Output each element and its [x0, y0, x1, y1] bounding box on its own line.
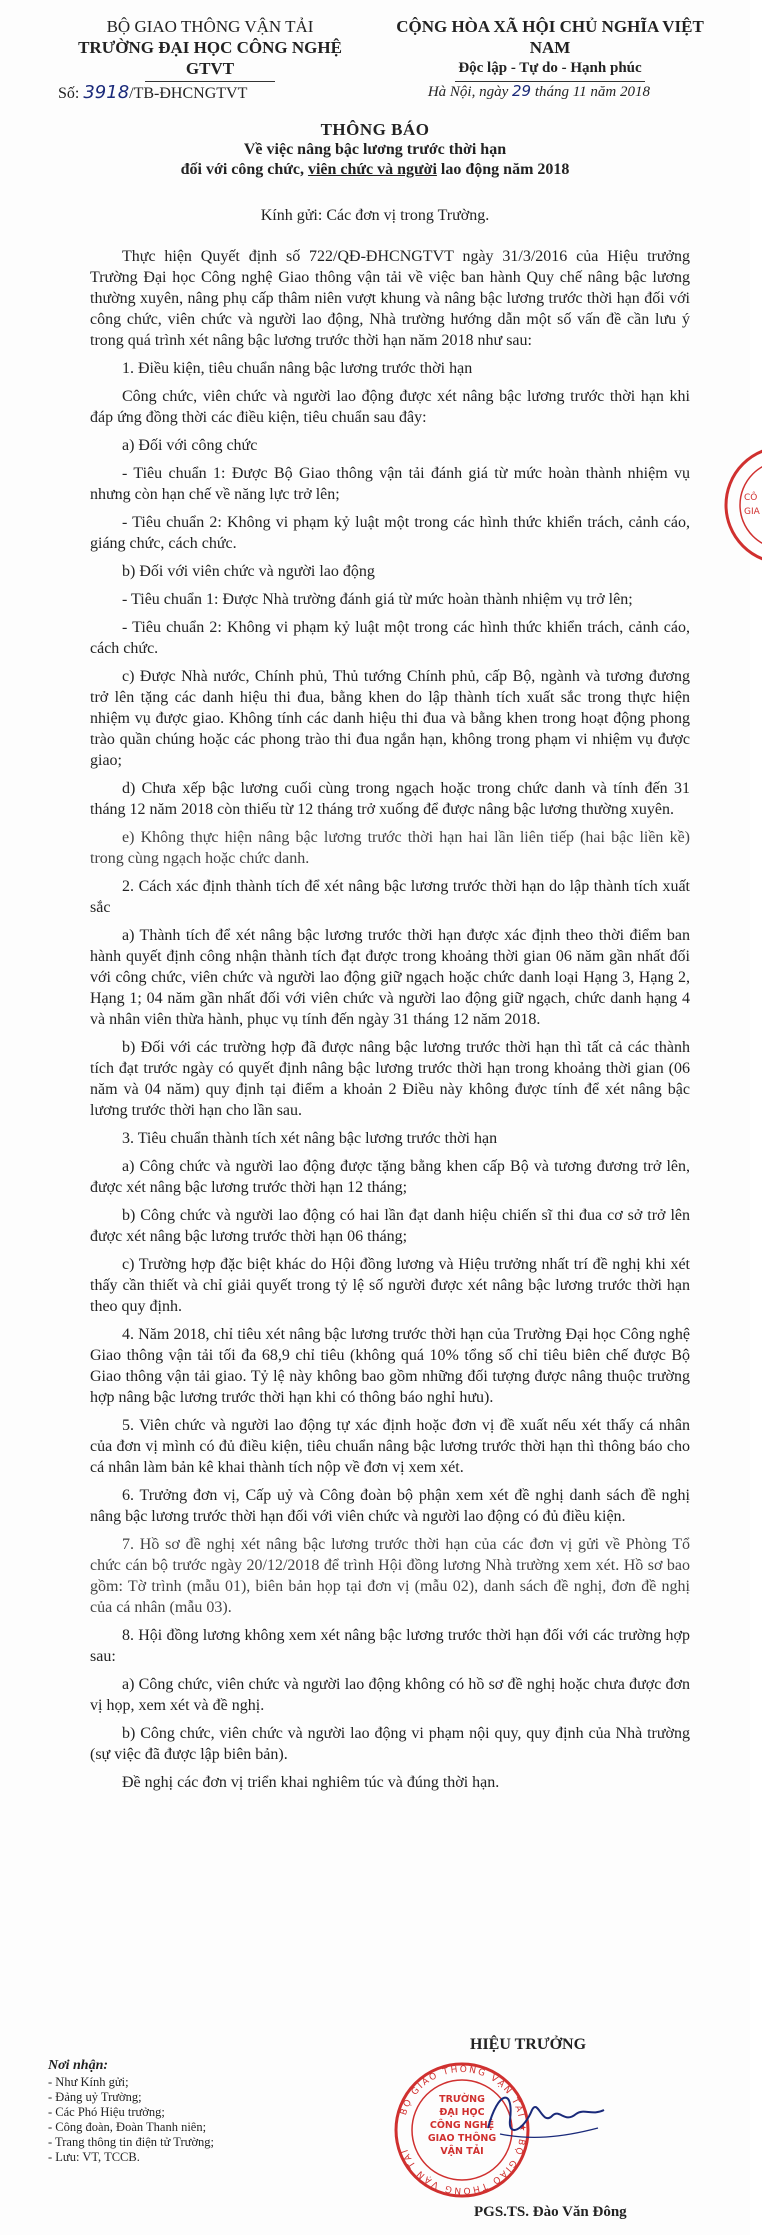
title-line-1: Về việc nâng bậc lương trước thời hạn	[243, 141, 507, 158]
paragraph: Công chức, viên chức và người lao động được xét nâng bậc lương trước thời hạn khi đáp ứng đồng thời các điều kiện, tiêu chuẩn sau đây:	[90, 388, 690, 426]
paragraph: a) Thành tích để xét nâng bậc lương trước thời hạn được xác định theo thời điểm ban hành quyết định công nhận thành tích đạt được trong khoảng thời gian 06 năm gần nhất đối với công chức, viên chức và người lao động giữ ngạch hoặc chức danh loại Hạng 3, Hạng 2, Hạng 1; 04 năm gần nhất đối với viên chức và người lao động giữ ngạch, chức danh hạng 4 và nhân viên thừa hành, phục vụ tính đến ngày 31 tháng 12 năm 2018.	[90, 927, 690, 1028]
paragraph: b) Đối với các trường hợp đã được nâng bậc lương trước thời hạn thì tất cả các thành tích đạt trước ngày có quyết định nâng bậc lương trước thời hạn trong khoảng thời gian (06 năm và 04 năm) quy định tại điểm a khoản 2 Điều này không được tính để xét nâng bậc lương trước thời hạn cho lần sau.	[90, 1039, 690, 1119]
paragraph: 1. Điều kiện, tiêu chuẩn nâng bậc lương trước thời hạn	[122, 360, 473, 377]
signer-position: HIỆU TRƯỞNG	[470, 2036, 587, 2053]
closing-paragraph: Đề nghị các đơn vị triển khai nghiêm túc và đúng thời hạn.	[122, 1774, 500, 1791]
distribution-list	[48, 2058, 214, 2165]
paragraph: 7. Hồ sơ đề nghị xét nâng bậc lương trước thời hạn của các đơn vị gửi về Phòng Tổ chức cán bộ trước ngày 20/12/2018 để trình Hội đồng lương Nhà trường xem xét. Hồ sơ bao gồm: Tờ trình (mẫu 01), biên bản họp tại đơn vị (mẫu 02), danh sách đề nghị, đơn đề nghị của cá nhân (mẫu 03).	[90, 1536, 690, 1616]
paragraph: - Tiêu chuẩn 2: Không vi phạm kỷ luật một trong các hình thức khiển trách, cảnh cáo, cách chức.	[90, 619, 690, 657]
paragraph: e) Không thực hiện nâng bậc lương trước thời hạn hai lần liên tiếp (hai bậc liền kề) trong cùng ngạch hoặc chức danh.	[90, 829, 690, 867]
paragraph: Thực hiện Quyết định số 722/QĐ-ĐHCNGTVT ngày 31/3/2016 của Hiệu trưởng Trường Đại học Công nghệ Giao thông vận tải về việc ban hành Quy chế nâng bậc lương thường xuyên, nâng phụ cấp thâm niên vượt khung và nâng bậc lương trước thời hạn đối với công chức, viên chức và người lao động, Nhà trường hướng dẫn một số vấn đề cần lưu ý trong quá trình xét nâng bậc lương trước thời hạn năm 2018 như sau:	[90, 248, 690, 349]
paragraph: c) Được Nhà nước, Chính phủ, Thủ tướng Chính phủ, cấp Bộ, ngành và tương đương trở lên tặng các danh hiệu thi đua, bằng khen do lập thành tích xuất sắc trong thực hiện nhiệm vụ được giao. Không tính các danh hiệu thi đua và bằng khen trong hoạt động phong trào quần chúng hoặc các phong trào thi đua ngắn hạn, không trong phạm vi nhiệm vụ được giao;	[90, 668, 690, 769]
paragraph: d) Chưa xếp bậc lương cuối cùng trong ngạch hoặc trong chức danh và tính đến 31 tháng 12 năm 2018 còn thiếu từ 12 tháng trở xuống để được nâng bậc lương thường xuyên.	[90, 780, 690, 818]
document-footer	[0, 2058, 750, 2228]
national-motto: Độc lập - Tự do - Hạnh phúc	[458, 60, 642, 76]
distribution-item: - Trang thông tin điện tử Trường;	[48, 2135, 215, 2149]
paragraph: b) Đối với viên chức và người lao động	[122, 563, 375, 580]
svg-text:TRƯỜNG: TRƯỜNG	[439, 2094, 485, 2105]
paragraph: 2. Cách xác định thành tích để xét nâng bậc lương trước thời hạn do lập thành tích xuất sắc	[90, 878, 690, 916]
paragraph: - Tiêu chuẩn 1: Được Nhà trường đánh giá từ mức hoàn thành nhiệm vụ trở lên;	[122, 591, 633, 608]
paragraph: 6. Trưởng đơn vị, Cấp uỷ và Công đoàn bộ phận xem xét đề nghị danh sách đề nghị nâng bậc lương trước thời hạn đối với viên chức và người lao động có đủ điều kiện.	[90, 1487, 690, 1525]
svg-text:ĐẠI HỌC: ĐẠI HỌC	[439, 2107, 485, 2118]
title-kind: THÔNG BÁO	[320, 120, 430, 139]
doc-number-prefix: Số:	[58, 85, 80, 102]
date-day-handwritten: 29	[512, 82, 532, 100]
date-prefix: Hà Nội, ngày	[427, 84, 509, 100]
svg-text:CÔNG NGHỆ: CÔNG NGHỆ	[429, 2120, 495, 2131]
document-number	[58, 82, 247, 103]
document-body	[90, 246, 690, 1800]
country-name: CỘNG HÒA XÃ HỘI CHỦ NGHĨA VIỆT NAM	[396, 17, 704, 57]
paragraph: a) Công chức và người lao động được tặng bằng khen cấp Bộ và tương đương trở lên, được xét nâng bậc lương trước thời hạn 12 tháng;	[90, 1158, 690, 1196]
distribution-item: - Công đoàn, Đoàn Thanh niên;	[48, 2120, 207, 2134]
svg-text:BỘ GIAO THÔNG VẬN TẢI ★ BỘ GIA: BỘ GIAO THÔNG VẬN TẢI ★ BỘ GIAO THÔNG VẬN TẢI	[399, 2064, 528, 2196]
paragraph: 8. Hội đồng lương không xem xét nâng bậc lương trước thời hạn đối với các trường hợp sau:	[90, 1627, 690, 1665]
distribution-item: - Đảng uỷ Trường;	[48, 2090, 142, 2104]
distribution-heading: Nơi nhận:	[48, 2058, 109, 2073]
paragraph: - Tiêu chuẩn 2: Không vi phạm kỷ luật một trong các hình thức khiển trách, cảnh cáo, giáng chức, cách chức.	[90, 514, 690, 552]
document-title	[0, 120, 750, 180]
doc-number-handwritten: 3918	[83, 82, 130, 103]
signer-name: PGS.TS. Đào Văn Đông	[474, 2204, 627, 2220]
national-header	[390, 16, 710, 82]
recipient-line: Kính gửi: Các đơn vị trong Trường.	[260, 207, 490, 224]
title-line-2-start: đối với công chức,	[180, 161, 308, 178]
svg-text:GIAO THÔNG: GIAO THÔNG	[427, 2133, 497, 2144]
paragraph: b) Công chức, viên chức và người lao động vi phạm nội quy, quy định của Nhà trường (sự việc đã được lập biên bản).	[90, 1725, 690, 1763]
doc-number-suffix: /TB-ĐHCNGTVT	[129, 85, 248, 102]
paragraph: 4. Năm 2018, chỉ tiêu xét nâng bậc lương trước thời hạn của Trường Đại học Công nghệ Giao thông vận tải tối đa 68,9 chỉ tiêu (không quá 10% tổng số chỉ tiêu biên chế được Bộ Giao thông vận tải giao. Tỷ lệ này không bao gồm những đối tượng được nâng thuộc trường hợp nâng bậc lương trước thời hạn khi có thông báo nghỉ hưu).	[90, 1326, 690, 1406]
issuer-header	[60, 16, 360, 82]
title-line-2	[0, 160, 750, 180]
svg-text:CÔ: CÔ	[744, 493, 758, 503]
paragraph: a) Công chức, viên chức và người lao động không có hồ sơ đề nghị hoặc chưa được đơn vị họp, xem xét và đề nghị.	[90, 1676, 690, 1714]
edge-seal-icon	[722, 440, 762, 570]
issue-date	[428, 82, 650, 101]
svg-text:GIA: GIA	[744, 507, 760, 517]
paragraph: 5. Viên chức và người lao động tự xác định hoặc đơn vị đề xuất nếu xét thấy cá nhân của đơn vị mình có đủ điều kiện, tiêu chuẩn nâng bậc lương trước thời hạn thì thông báo cho cá nhân làm bản kê khai thành tích nộp về đơn vị xem xét.	[90, 1417, 690, 1476]
date-suffix: tháng 11 năm 2018	[534, 84, 650, 100]
paragraph: a) Đối với công chức	[122, 437, 258, 454]
paragraph: - Tiêu chuẩn 1: Được Bộ Giao thông vận tải đánh giá từ mức hoàn thành nhiệm vụ nhưng còn hạn chế về năng lực trở lên;	[90, 465, 690, 503]
paragraph: b) Công chức và người lao động có hai lần đạt danh hiệu chiến sĩ thi đua cơ sở trở lên được xét nâng bậc lương trước thời hạn 06 tháng;	[90, 1207, 690, 1245]
svg-text:VẬN TẢI: VẬN TẢI	[440, 2146, 484, 2157]
distribution-item: - Lưu: VT, TCCB.	[48, 2150, 140, 2164]
ministry-name: BỘ GIAO THÔNG VẬN TẢI	[106, 17, 314, 36]
school-name: TRƯỜNG ĐẠI HỌC CÔNG NGHỆ GTVT	[78, 38, 342, 78]
distribution-item: - Các Phó Hiệu trưởng;	[48, 2105, 165, 2119]
distribution-item: - Như Kính gửi;	[48, 2075, 129, 2089]
paragraph: c) Trường hợp đặc biệt khác do Hội đồng lương và Hiệu trưởng nhất trí đề nghị khi xét thấy cần thiết và chỉ giải quyết trong tỷ lệ số người được xét nâng bậc lương trước thời hạn theo quy định.	[90, 1256, 690, 1315]
title-line-2-underlined: viên chức và người	[307, 161, 437, 178]
title-line-2-end: lao động năm 2018	[436, 161, 570, 178]
paragraph: 3. Tiêu chuẩn thành tích xét nâng bậc lương trước thời hạn	[122, 1130, 498, 1147]
